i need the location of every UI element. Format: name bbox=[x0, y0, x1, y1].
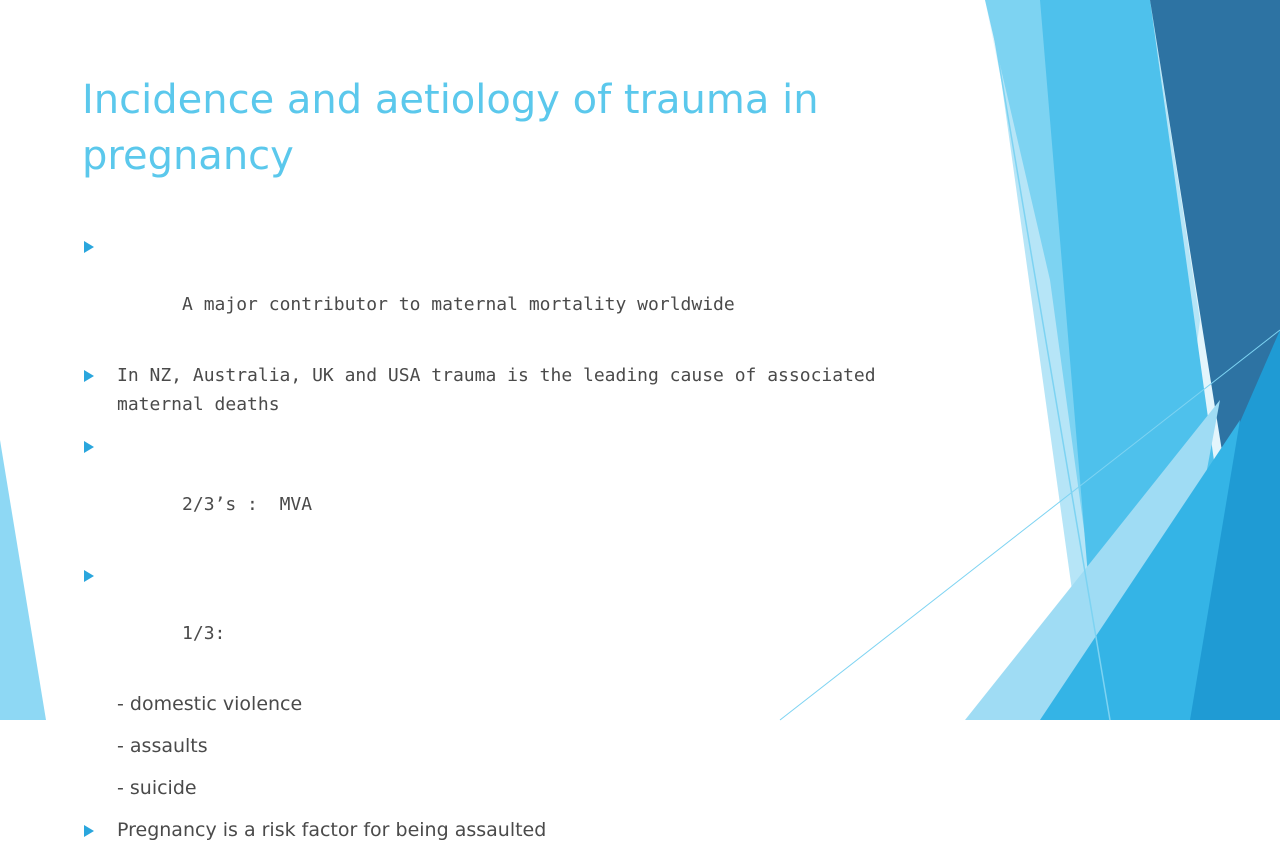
bullet-item bbox=[82, 232, 902, 348]
bullet-text: 1/3: bbox=[182, 623, 226, 644]
bullet-item bbox=[82, 361, 902, 419]
sub-item bbox=[82, 690, 902, 719]
bullet-text: 2/3’s : MVA bbox=[182, 494, 313, 515]
bullet-item bbox=[82, 561, 902, 677]
bullet-item bbox=[82, 432, 902, 548]
bullet-arrow-icon bbox=[84, 570, 94, 582]
bullet-text: Pregnancy is a risk factor for being assaulted bbox=[117, 819, 547, 841]
sub-item-text: - suicide bbox=[117, 777, 197, 799]
sub-item-text: - domestic violence bbox=[117, 693, 303, 715]
bullet-arrow-icon bbox=[84, 370, 94, 382]
bullet-text: A major contributor to maternal mortality worldwide bbox=[182, 294, 735, 315]
left-edge-shape bbox=[0, 440, 46, 720]
bullet-arrow-icon bbox=[84, 241, 94, 253]
bullet-item bbox=[82, 816, 902, 845]
bullet-text: In NZ, Australia, UK and USA trauma is the leading cause of associated maternal deaths bbox=[117, 365, 876, 415]
sub-item-text: - assaults bbox=[117, 735, 208, 757]
slide-body bbox=[82, 232, 902, 858]
slide-title: Incidence and aetiology of trauma in pregnancy bbox=[82, 77, 819, 179]
bullet-arrow-icon bbox=[84, 825, 94, 837]
bullet-arrow-icon bbox=[84, 441, 94, 453]
sub-item bbox=[82, 774, 902, 803]
sub-item bbox=[82, 732, 902, 761]
